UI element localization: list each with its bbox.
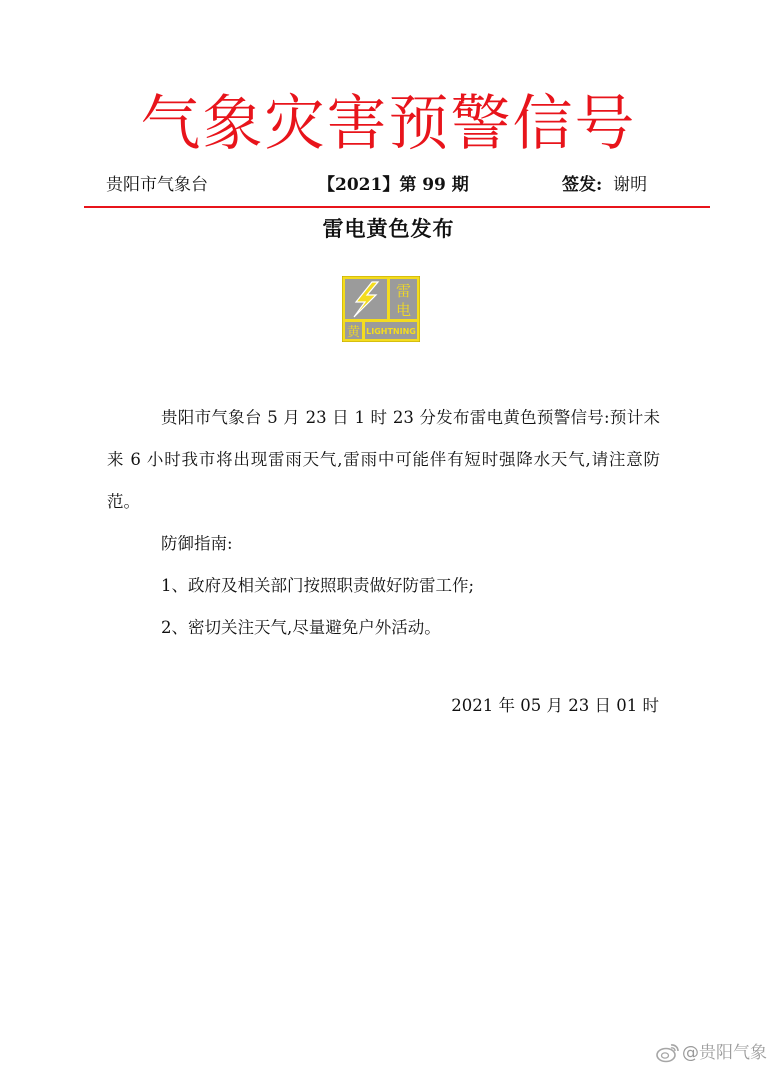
guide-item-1: 1、政府及相关部门按照职责做好防雷工作; <box>161 576 475 595</box>
watermark <box>656 1040 767 1066</box>
lightning-warning-icon <box>342 276 420 342</box>
warning-paragraph: 贵阳市气象台 5 月 23 日 1 时 23 分发布雷电黄色预警信号:预计未来 6 小时我市将出现雷雨天气,雷雨中可能伴有短时强降水天气,请注意防范。 <box>107 408 660 511</box>
issue-date: 2021 年 05 月 23 日 01 时 <box>451 696 659 715</box>
guide-title: 防御指南: <box>161 534 233 553</box>
signer <box>562 173 647 197</box>
warning-body <box>107 397 660 649</box>
signer-name: 谢明 <box>613 175 648 195</box>
header-divider <box>84 206 710 208</box>
signer-label: 签发: <box>562 175 603 195</box>
svg-text:黄: 黄 <box>346 325 361 340</box>
issuer-name: 贵阳市气象台 <box>106 175 208 195</box>
svg-text:雷: 雷 <box>395 282 412 300</box>
warning-subtitle: 雷电黄色发布 <box>322 216 455 241</box>
svg-text:LIGHTNING: LIGHTNING <box>366 327 416 336</box>
issue-number: 【2021】第 99 期 <box>318 175 469 195</box>
weibo-icon <box>656 1043 680 1063</box>
document-title: 气象灾害预警信号 <box>140 89 637 159</box>
svg-text:电: 电 <box>395 301 412 319</box>
guide-item-2: 2、密切关注天气,尽量避免户外活动。 <box>161 618 441 637</box>
watermark-text: @贵阳气象 <box>682 1043 767 1063</box>
